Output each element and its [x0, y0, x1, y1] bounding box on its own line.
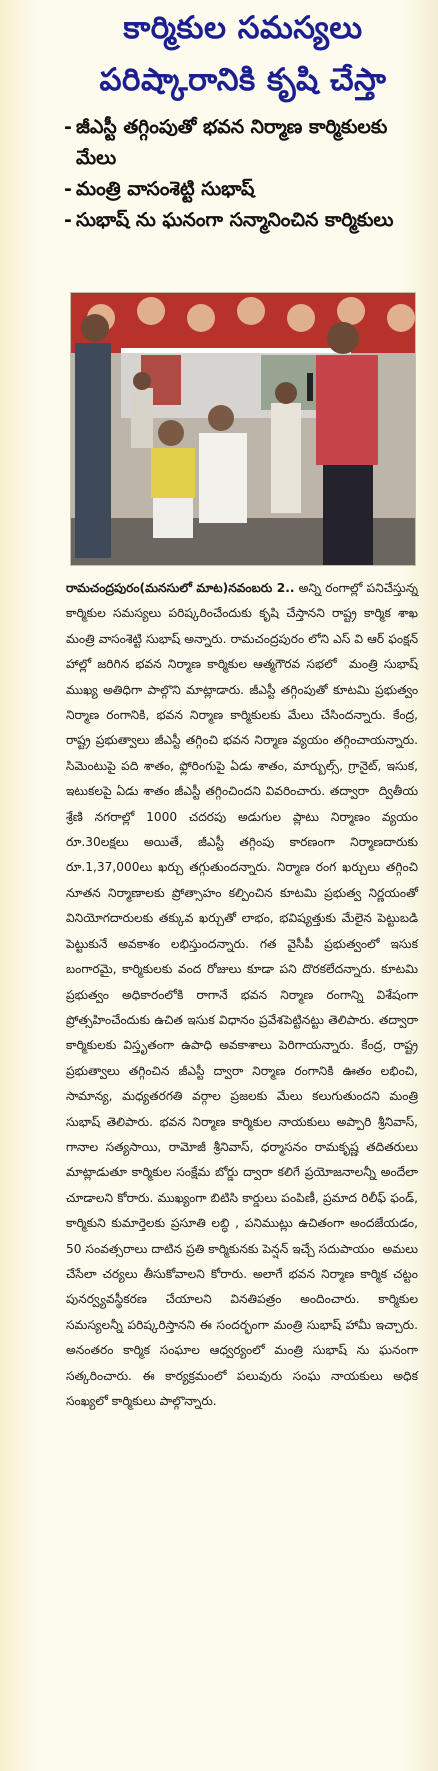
highlight-item: - జీఎస్టీ తగ్గింపుతో భవన నిర్మాణ కార్మికులకు మేలు — [64, 112, 424, 174]
event-photo-icon — [71, 293, 415, 565]
highlight-item: - సుభాష్ ను ఘనంగా సన్మానించిన కార్మికులు — [64, 205, 424, 236]
article-body — [66, 576, 422, 1414]
headline-line-1: కార్మికుల సమస్యలు — [123, 10, 363, 46]
article-dateline: రామచంద్రపురం(మనసులో మాట)నవంబరు 2.. — [66, 581, 295, 595]
highlight-item: - మంత్రి వాసంశెట్టి సుభాష్ — [64, 174, 424, 205]
article-text: అన్ని రంగాల్లో పనిచేస్తున్న కార్మికుల సమస్యలు పరిష్కరించేందుకు కృషి చేస్తానని రాష్ట్ర కార్మిక శాఖ మంత్రి వాసంశెట్టి సుభాష్ అన్నారు. రామచంద్రపురం లోని ఎస్ వి ఆర్ ఫంక్షన్ హాల్లో జరిగిన భవన నిర్మాణ కార్మికుల ఆత్మగౌరవ సభలో మంత్రి సుభాష్ ముఖ్య అతిధిగా పాల్గొని మాట్లాడారు. జీఎస్టీ తగ్గింపుతో కూటమి ప్రభుత్వం నిర్మాణ రంగానికి, భవన నిర్మాణ కార్మికులకు మేలు చేసిందన్నారు. కేంద్ర, రాష్ట్ర ప్రభుత్వాలు జీఎస్టీ తగ్గించి భవన నిర్మాణ వ్యయం తగ్గించాయన్నారు. సిమెంటుపై పది శాతం, ఫ్లోరింగుపై ఏడు శాతం, మార్బుల్స్, గ్రానైట్, ఇసుక, ఇటుకలపై ఏడు శాతం జీఎస్టీ తగ్గించిందని వివరించారు. తద్వారా ద్వితీయ శ్రేణి నగరాల్లో 1000 చదరపు అడుగుల ప్లాటు నిర్మాణం వ్యయం రూ.30లక్షలు అయితే, జీఎస్టీ తగ్గింపు కారణంగా నిర్మాణదారుకు రూ.1,37,000లు ఖర్చు తగ్గుతుందన్నారు. నిర్మాణ రంగ ఖర్చులు తగ్గించి నూతన నిర్మాణాలకు ప్రోత్సాహం కల్పించిన కూటమి ప్రభుత్వ నిర్ణయంతో వినియోగదారులకు తక్కువ ఖర్చుతో లాభం, భవిష్యత్తుకు మేలైన పెట్టుబడి పెట్టుకునే అవకాశం లభిస్తుందన్నారు. గత వైసీపీ ప్రభుత్వంలో ఇసుక బంగారమై, కార్మికులకు వంద రోజులు కూడా పని దొరకలేదన్నారు. కూటమి ప్రభుత్వం అధికారంలోకి రాగానే భవన నిర్మాణ రంగాన్ని విశేషంగా ప్రోత్సహించేందుకు ఉచిత ఇసుక విధానం ప్రవేశపెట్టినట్టు తెలిపారు. తద్వారా కార్మికులకు విస్తృతంగా ఉపాధి అవకాశాలు పెరిగాయన్నారు. కేంద్ర, రాష్ట్ర ప్రభుత్వాలు తగ్గించిన జీఎస్టీ ద్వారా నిర్మాణ రంగానికి ఊతం లభించి, సామాన్య, మధ్యతరగతి వర్గాల ప్రజలకు మేలు కలుగుతుందని మంత్రి సుభాష్ తెలిపారు. భవన నిర్మాణ కార్మికుల నాయకులు అప్పారి శ్రీనివాస్, గానాల సత్యసాయి, రామోజీ శ్రీనివాస్, ధర్మాసనం రామకృష్ణ తదితరులు మాట్లాడుతూ కార్మికుల సంక్షేమ బోర్డు ద్వారా కలిగే ప్రయోజనాలన్నీ అందేలా చూడాలని కోరారు. ముఖ్యంగా బిటిసి కార్డులు పంపిణీ, ప్రమాద రిలీఫ్ ఫండ్, కార్మికుని కుమార్తెలకు ప్రసూతి లబ్ధి , పనిముట్లు ఉచితంగా అందజేయడం, 50 సంవత్సరాలు దాటిన ప్రతి కార్మికునకు పెన్షన్ ఇచ్చే సదుపాయం అమలు చేసేలా చర్యలు తీసుకోవాలని కోరారు. అలాగే భవన నిర్మాణ కార్మిక చట్టం పునర్వ్యవస్థీకరణ చేయాలని వినతిపత్రం అందించారు. కార్మికుల సమస్యలన్నీ పరిష్కరిస్తానని ఈ సందర్భంగా మంత్రి సుభాష్ హామీ ఇచ్చారు. అనంతరం కార్మిక సంఘాల ఆధ్వర్యంలో మంత్రి సుభాష్ ను ఘనంగా సత్కరించారు. ఈ కార్యక్రమంలో పలువురు సంఘ నాయకులు అధిక సంఖ్యలో కార్మికులు పాల్గొన్నారు. — [66, 581, 422, 1408]
headline — [58, 2, 428, 106]
headline-line-2: పరిష్కారానికి కృషి చేస్తా — [99, 62, 387, 98]
highlights-list — [64, 112, 424, 236]
event-photo — [70, 292, 416, 566]
